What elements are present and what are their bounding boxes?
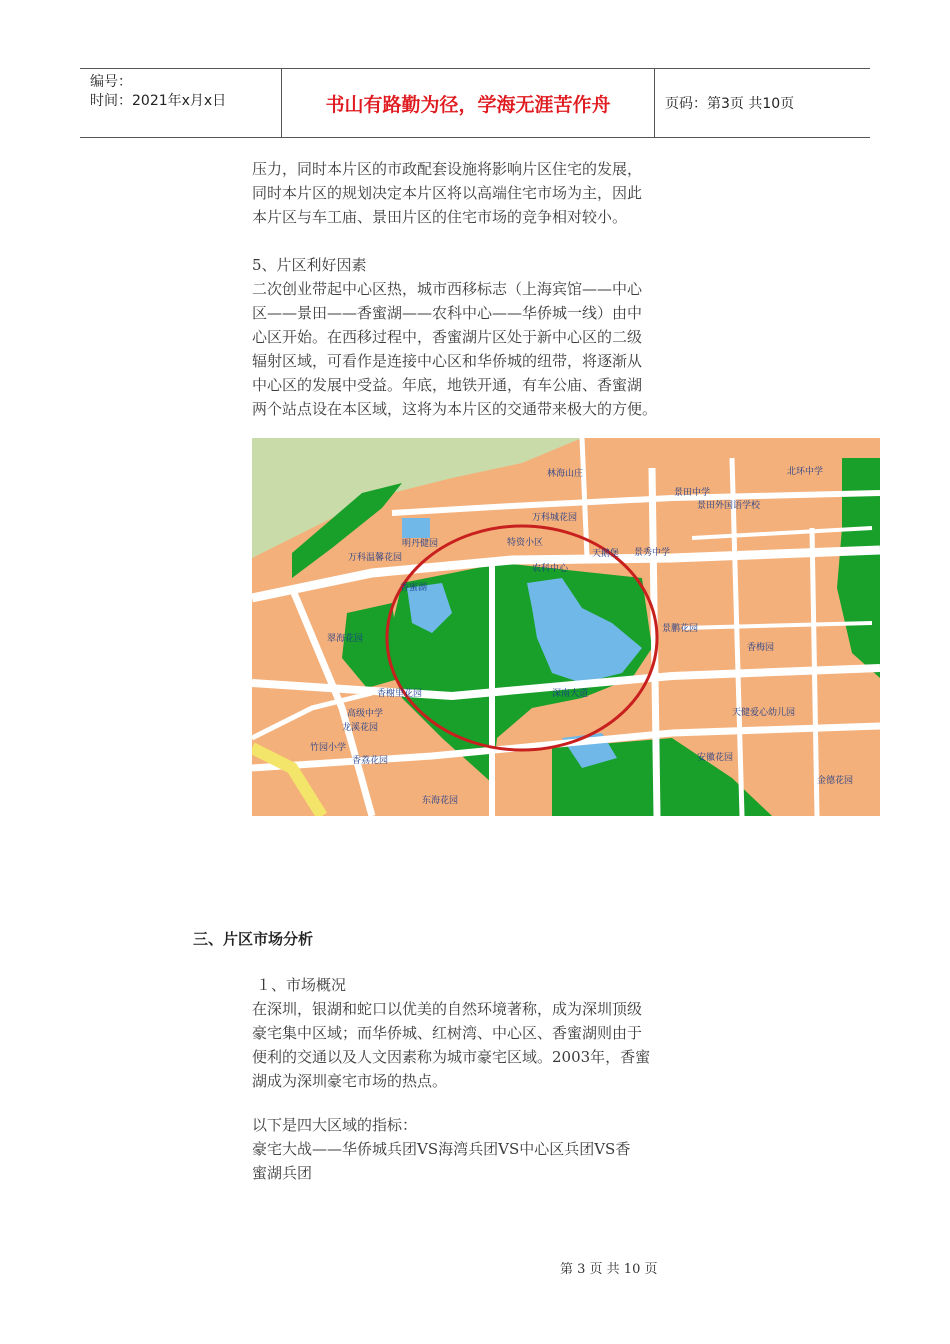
map-label: 天鹅堡 [592, 549, 620, 559]
text-line: 以下是四大区域的指标： [252, 1116, 418, 1134]
map-label: 特资小区 [507, 538, 544, 548]
text-line: 本片区与车工庙、景田片区的住宅市场的竞争相对较小。 [252, 208, 628, 226]
text-line: 中心区的发展中受益。年底，地铁开通，有车公庙、香蜜湖 [252, 376, 643, 394]
map-label: 北环中学 [787, 467, 824, 477]
map-svg [252, 438, 880, 816]
text-line: 二次创业带起中心区热，城市西移标志（上海宾馆——中心 [252, 280, 643, 298]
subsection-title: 5、片区利好因素 [252, 256, 367, 274]
map-label: 高级中学 [347, 709, 384, 719]
text-line: 两个站点设在本区域，这将为本片区的交通带来极大的方便。 [252, 400, 658, 418]
text-line: 豪宅集中区域；而华侨城、红树湾、中心区、香蜜湖则由于 [252, 1024, 643, 1042]
header-meta [80, 69, 281, 137]
text-line: 在深圳，银湖和蛇口以优美的自然环境著称，成为深圳顶级 [252, 1000, 643, 1018]
map-label: 翠海花园 [327, 634, 364, 644]
text-line: 湖成为深圳豪宅市场的热点。 [252, 1072, 448, 1090]
map-label: 香榭里花园 [377, 689, 423, 699]
map-label: 天健爱心幼儿园 [732, 708, 796, 718]
map-label: 景田外国语学校 [697, 501, 761, 511]
map-label: 万科温馨花园 [348, 553, 403, 563]
text-line: 区——景田——香蜜湖——农科中心——华侨城一线）由中 [252, 304, 643, 322]
map-label: 香荔花园 [352, 756, 389, 766]
map-label: 香梅园 [747, 643, 775, 653]
header-motto: 书山有路勤为径，学海无涯苦作舟 [281, 69, 655, 137]
map-label: 景田中学 [674, 488, 711, 498]
paragraph-favorable-factors [252, 253, 707, 421]
map-label: 明丹健园 [402, 539, 439, 549]
map-label: 香蜜湖 [400, 583, 428, 593]
map-label: 万科城花园 [532, 513, 578, 523]
paragraph-indicators [252, 1113, 707, 1185]
subsection-title: １、市场概况 [256, 976, 347, 994]
page-header [80, 68, 870, 138]
text-line: 压力，同时本片区的市政配套设施将影响片区住宅的发展， [252, 160, 643, 178]
area-map-image [252, 438, 880, 816]
page-footer: 第 3 页 共 10 页 [560, 1262, 658, 1277]
text-line: 心区开始。在西移过程中，香蜜湖片区处于新中心区的二级 [252, 328, 643, 346]
number-label: 编号： [90, 74, 132, 90]
text-line: 辐射区域，可看作是连接中心区和华侨城的纽带，将逐渐从 [252, 352, 643, 370]
text-line: 豪宅大战——华侨城兵团VS海湾兵团VS中心区兵团VS香 [252, 1140, 631, 1158]
map-label: 深南大道 [552, 689, 589, 699]
time-label: 时间：2021年x月x日 [90, 93, 227, 109]
map-label: 景鹏花园 [662, 624, 699, 634]
map-label: 龙溪花园 [342, 723, 379, 733]
text-line: 蜜湖兵团 [252, 1164, 313, 1182]
map-label: 景秀中学 [634, 548, 671, 558]
map-label: 竹园小学 [310, 743, 347, 753]
map-label: 东海花园 [422, 796, 459, 806]
map-label: 安徽花园 [697, 753, 734, 763]
map-pond-north [402, 518, 430, 538]
text-line: 同时本片区的规划决定本片区将以高端住宅市场为主，因此 [252, 184, 643, 202]
section-title: 三、片区市场分析 [193, 930, 314, 948]
paragraph-competition [252, 157, 707, 229]
header-page-info: 页码：第3页 共10页 [665, 96, 795, 112]
map-label: 金德花园 [817, 776, 854, 786]
text-line: 便利的交通以及人文因素称为城市豪宅区域。2003年，香蜜 [252, 1048, 651, 1066]
map-label: 林海山庄 [547, 469, 584, 479]
map-label: 农科中心 [532, 564, 569, 574]
paragraph-market-overview [252, 973, 707, 1093]
